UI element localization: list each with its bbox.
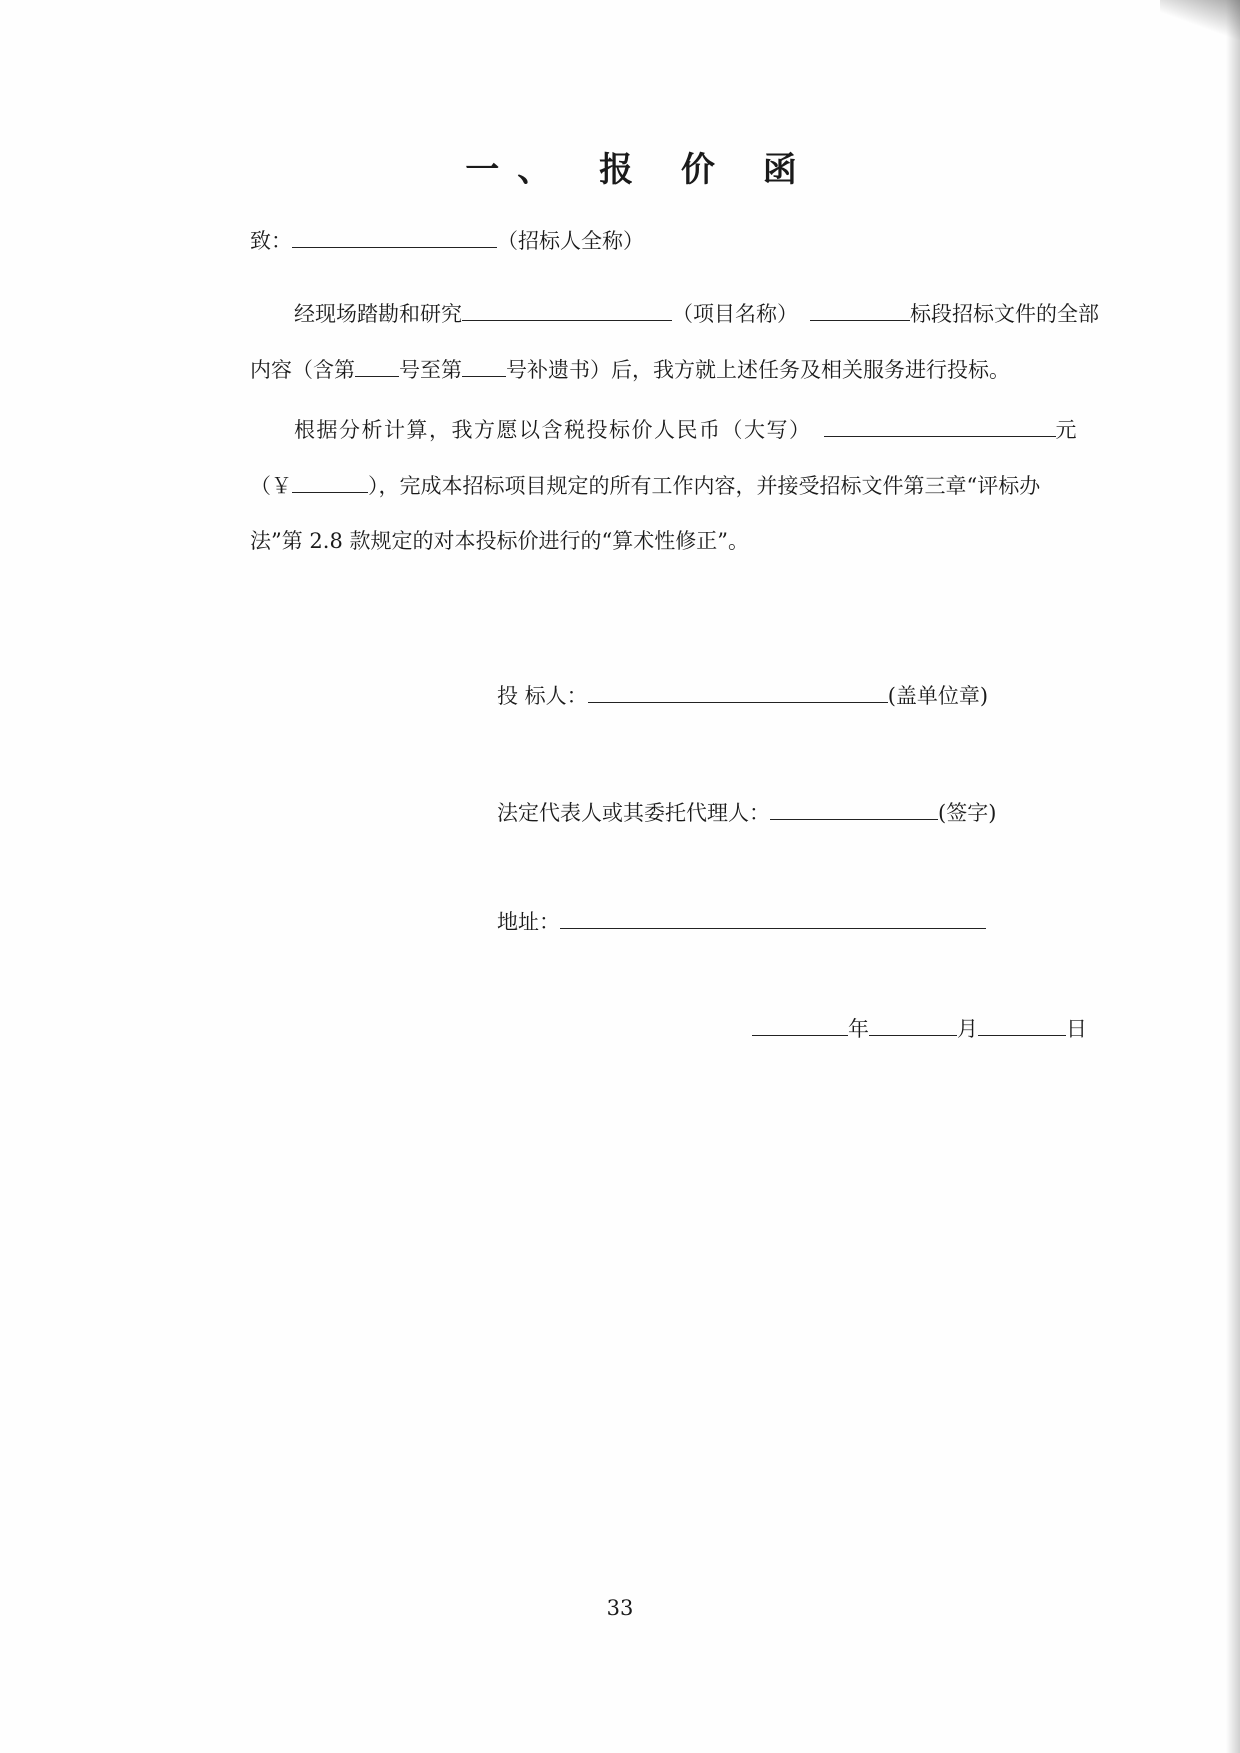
month-field[interactable] <box>869 1013 957 1036</box>
addendum-to-field[interactable] <box>462 354 506 377</box>
bidder-line <box>497 680 988 711</box>
para1-line1 <box>294 298 1099 329</box>
addendum-from-field[interactable] <box>355 354 399 377</box>
recipient-label: 致： <box>250 229 292 253</box>
para1-prefix: 经现场踏勘和研究 <box>294 302 462 326</box>
scan-edge-shadow <box>1226 0 1240 1753</box>
para2-line1 <box>294 414 1078 445</box>
price-words-field[interactable] <box>824 414 1056 437</box>
bidder-field[interactable] <box>588 680 888 703</box>
scan-corner-shadow <box>1160 0 1240 40</box>
para2-line2-end: ），完成本招标项目规定的所有工作内容，并接受招标文件第三章“评标办 <box>368 474 1041 498</box>
para2-prefix: 根据分析计算，我方愿以含税投标价人民币（大写） <box>294 418 812 442</box>
month-label: 月 <box>957 1017 978 1041</box>
para1-line2 <box>250 354 1010 385</box>
representative-label: 法定代表人或其委托代理人： <box>497 801 770 825</box>
para1-line2-mid: 号至第 <box>399 358 462 382</box>
year-field[interactable] <box>752 1013 848 1036</box>
page-number: 33 <box>606 1596 634 1620</box>
recipient-name-field[interactable] <box>292 225 497 248</box>
section-field[interactable] <box>810 298 910 321</box>
representative-note: (签字) <box>938 801 997 825</box>
para2-line2-start: （￥ <box>250 474 292 498</box>
recipient-line <box>250 225 644 256</box>
para2-line2 <box>250 470 1040 501</box>
project-name-field[interactable] <box>462 298 672 321</box>
price-unit: 元 <box>1055 418 1078 442</box>
address-label: 地址： <box>497 910 560 934</box>
representative-signature-field[interactable] <box>770 797 938 820</box>
para1-line2-end: 号补遗书）后，我方就上述任务及相关服务进行投标。 <box>506 358 1010 382</box>
day-field[interactable] <box>978 1013 1066 1036</box>
para1-line2-start: 内容（含第 <box>250 358 355 382</box>
page-title: 一、 报 价 函 <box>465 150 815 190</box>
para2-line3: 法”第 2.8 款规定的对本投标价进行的“算术性修正”。 <box>250 529 749 553</box>
price-figure-field[interactable] <box>292 470 368 493</box>
representative-line <box>497 797 996 828</box>
date-line <box>752 1013 1087 1044</box>
day-label: 日 <box>1066 1017 1087 1041</box>
recipient-note: （招标人全称） <box>497 229 644 253</box>
para1-after-section: 标段招标文件的全部 <box>910 302 1099 326</box>
address-line <box>497 906 986 937</box>
bidder-note: (盖单位章) <box>887 684 989 708</box>
bidder-label: 投 标人： <box>497 684 588 708</box>
year-label: 年 <box>848 1017 869 1041</box>
project-name-note: （项目名称） <box>672 302 798 326</box>
address-field[interactable] <box>560 906 986 929</box>
